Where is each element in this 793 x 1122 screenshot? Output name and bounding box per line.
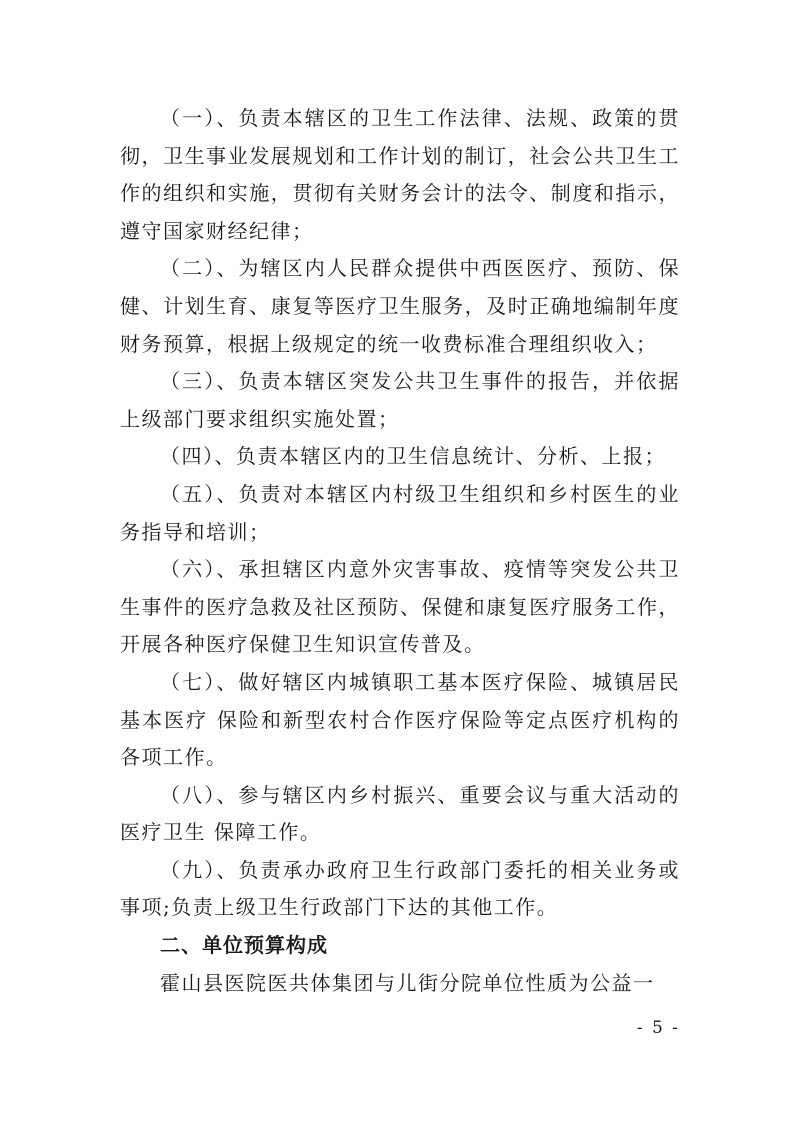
duty-item-9: （九）、负责承办政府卫生行政部门委托的相关业务或事项;负责上级卫生行政部门下达的其他工作。 <box>120 857 680 920</box>
duty-item-8: （八）、参与辖区内乡村振兴、重要会议与重大活动的医疗卫生 保障工作。 <box>120 782 680 845</box>
duty-item-5: （五）、负责对本辖区内村级卫生组织和乡村医生的业务指导和培训； <box>120 481 680 544</box>
document-body <box>120 100 680 1002</box>
duty-item-7: （七）、做好辖区内城镇职工基本医疗保险、城镇居民基本医疗 保险和新型农村合作医疗保险等定点医疗机构的各项工作。 <box>120 669 680 770</box>
duty-item-3: （三）、负责本辖区突发公共卫生事件的报告，并依据上级部门要求组织实施处置； <box>120 369 680 431</box>
duty-item-2: （二）、为辖区内人民群众提供中西医医疗、预防、保健、计划生育、康复等医疗卫生服务，及时正确地编制年度财务预算，根据上级规定的统一收费标准合理组织收入； <box>120 256 680 356</box>
closing-paragraph: 霍山县医院医共体集团与儿街分院单位性质为公益一 <box>160 970 655 995</box>
duty-item-4: （四）、负责本辖区内的卫生信息统计、分析、上报； <box>160 444 666 469</box>
page-number: - 5 - <box>636 1018 680 1038</box>
duty-item-1: （一）、负责本辖区的卫生工作法律、法规、政策的贯彻，卫生事业发展规划和工作计划的制订，社会公共卫生工作的组织和实施，贯彻有关财务会计的法令、制度和指示，遵守国家财经纪律； <box>120 106 680 243</box>
duty-item-6: （六）、承担辖区内意外灾害事故、疫情等突发公共卫生事件的医疗急救及社区预防、保健和康复医疗服务工作，开展各种医疗保健卫生知识宣传普及。 <box>120 557 680 657</box>
section-heading: 二、单位预算构成 <box>160 933 328 958</box>
